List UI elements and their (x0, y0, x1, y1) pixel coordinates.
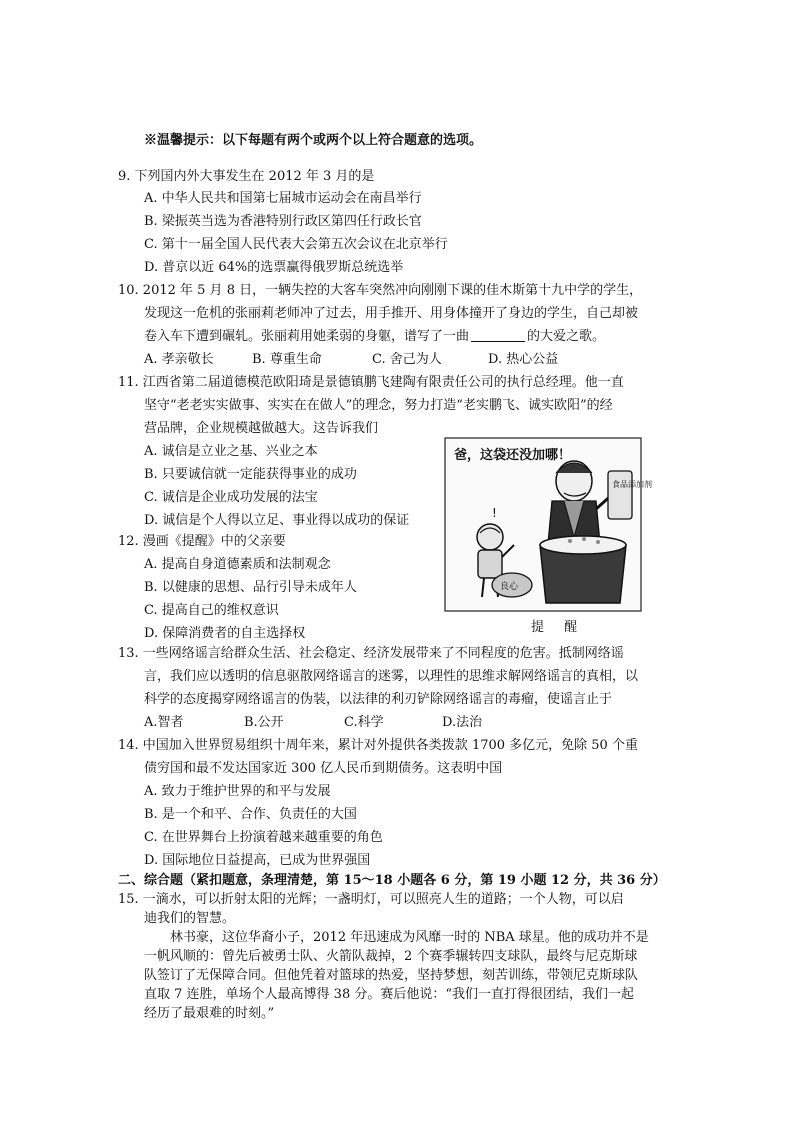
q12-option-a: A. 提高自身道德素质和法制观念 (144, 557, 331, 572)
q11-option-a: A. 诚信是立业之基、兴业之本 (144, 444, 318, 459)
q14-option-a: A. 致力于维护世界的和平与发展 (144, 784, 331, 799)
q12-stem: 12. 漫画《提醒》中的父亲要 (118, 534, 286, 549)
q13-option-b: B.公开 (244, 715, 284, 730)
q10-option-d: D. 热心公益 (488, 352, 559, 367)
speech-text: 爸，这袋还没加哪！ (454, 448, 572, 463)
q13-option-c: C.科学 (344, 715, 384, 730)
q10-stem-line3 (144, 326, 605, 348)
q14-stem-line1: 14. 中国加入世界贸易组织十周年来，累计对外提供各类拨款 1700 多亿元，免除 50 个重 (118, 738, 638, 753)
q11-option-d: D. 诚信是个人得以立足、事业得以成功的保证 (144, 513, 410, 528)
q11-option-b: B. 只要诚信就一定能获得事业的成功 (144, 467, 357, 482)
q11-option-c: C. 诚信是企业成功发展的法宝 (144, 490, 318, 505)
q15-line5: 队签订了无保障合同。但他凭着对篮球的热爱，坚持梦想，刻苦训练，带领尼克斯球队 (144, 968, 639, 983)
q10-option-c: C. 舍己为人 (372, 352, 442, 367)
q15-line1: 15. 一滴水，可以折射太阳的光辉；一盏明灯，可以照亮人生的道路；一个人物，可以启 (118, 892, 624, 907)
q9-stem: 9. 下列国内外大事发生在 2012 年 3 月的是 (118, 169, 375, 184)
q9-option-c: C. 第十一届全国人民代表大会第五次会议在北京举行 (144, 237, 448, 252)
q13-stem-line1: 13. 一些网络谣言给群众生活、社会稳定、经济发展带来了不同程度的危害。抵制网络谣 (118, 646, 624, 661)
q15-line3: 林书豪，这位华裔小子，2012 年迅速成为风靡一时的 NBA 球星。他的成功并不是 (170, 930, 649, 945)
q10-stem-line2: 发现这一危机的张丽莉老师冲了过去，用手推开、用身体撞开了身边的学生，自己却被 (144, 306, 639, 321)
q14-option-c: C. 在世界舞台上扮演着越来越重要的角色 (144, 830, 383, 845)
q15-line7: 经历了最艰难的时刻。” (144, 1006, 275, 1021)
q12-option-c: C. 提高自己的维权意识 (144, 603, 279, 618)
svg-text:!: ! (492, 506, 497, 520)
q13-option-a: A.智者 (144, 715, 184, 730)
q10-stem-text: 卷入车下遭到碾轧。张丽莉用她柔弱的身躯，谱写了一曲 (144, 329, 470, 344)
q10-option-b: B. 尊重生命 (252, 352, 322, 367)
q11-stem-line1: 11. 江西省第二届道德模范欧阳琦是景德镇鹏飞建陶有限责任公司的执行总经理。他一直 (118, 375, 624, 390)
q12-option-b: B. 以健康的思想、品行引导未成年人 (144, 580, 357, 595)
additive-bag-label: 食品添加剂 (612, 480, 652, 489)
q9-option-b: B. 梁振英当选为香港特别行政区第四任行政长官 (144, 214, 422, 229)
q14-option-d: D. 国际地位日益提高，已成为世界强国 (144, 853, 371, 868)
q10-stem-tail: 的大爱之歌。 (527, 329, 606, 344)
q11-stem-line3: 营品牌，企业规模越做越大。这告诉我们 (144, 421, 379, 436)
small-bag-label: 良心 (500, 582, 519, 592)
cartoon-drawing (444, 437, 652, 612)
section-2-heading: 二、综合题（紧扣题意，条理清楚，第 15～18 小题各 6 分，第 19 小题 12 分，共 36 分） (118, 873, 666, 888)
warm-tip: ※温馨提示：以下每题有两个或两个以上符合题意的选项。 (144, 133, 483, 148)
q14-option-b: B. 是一个和平、合作、负责任的大国 (144, 807, 357, 822)
q13-stem-line3: 科学的态度揭穿网络谣言的伪装，以法律的利刃铲除网络谣言的毒瘤，使谣言止于 (144, 692, 613, 707)
q11-stem-line2: 坚守“老老实实做事、实实在在做人”的理念，努力打造“老实鹏飞、诚实欧阳”的经 (144, 398, 613, 413)
q14-stem-line2: 债穷国和最不发达国家近 300 亿人民币到期债务。这表明中国 (144, 761, 503, 776)
answer-blank (471, 327, 525, 342)
q13-stem-line2: 言，我们应以透明的信息驱散网络谣言的迷雾，以理性的思维求解网络谣言的真相，以 (144, 669, 639, 684)
q10-option-a: A. 孝亲敬长 (144, 352, 214, 367)
q9-option-a: A. 中华人民共和国第七届城市运动会在南昌举行 (144, 191, 422, 206)
q15-line4: 一帆风顺的：曾先后被勇士队、火箭队裁掉，2 个赛季辗转四支球队，最终与尼克斯球 (144, 949, 638, 964)
q15-line2: 迪我们的智慧。 (144, 911, 236, 926)
q13-option-d: D.法治 (442, 715, 483, 730)
q15-line6: 直取 7 连胜，单场个人最高博得 38 分。赛后他说：“我们一直打得很团结，我们一起 (144, 987, 634, 1002)
cartoon-caption: 提 醒 (531, 620, 586, 635)
q9-option-d: D. 普京以近 64%的选票赢得俄罗斯总统选举 (144, 260, 404, 275)
cartoon-illustration (444, 437, 652, 612)
q10-stem-line1: 10. 2012 年 5 月 8 日，一辆失控的大客车突然冲向刚刚下课的佳木斯第十九中学的学生， (118, 283, 643, 298)
q12-option-d: D. 保障消费者的自主选择权 (144, 626, 306, 641)
